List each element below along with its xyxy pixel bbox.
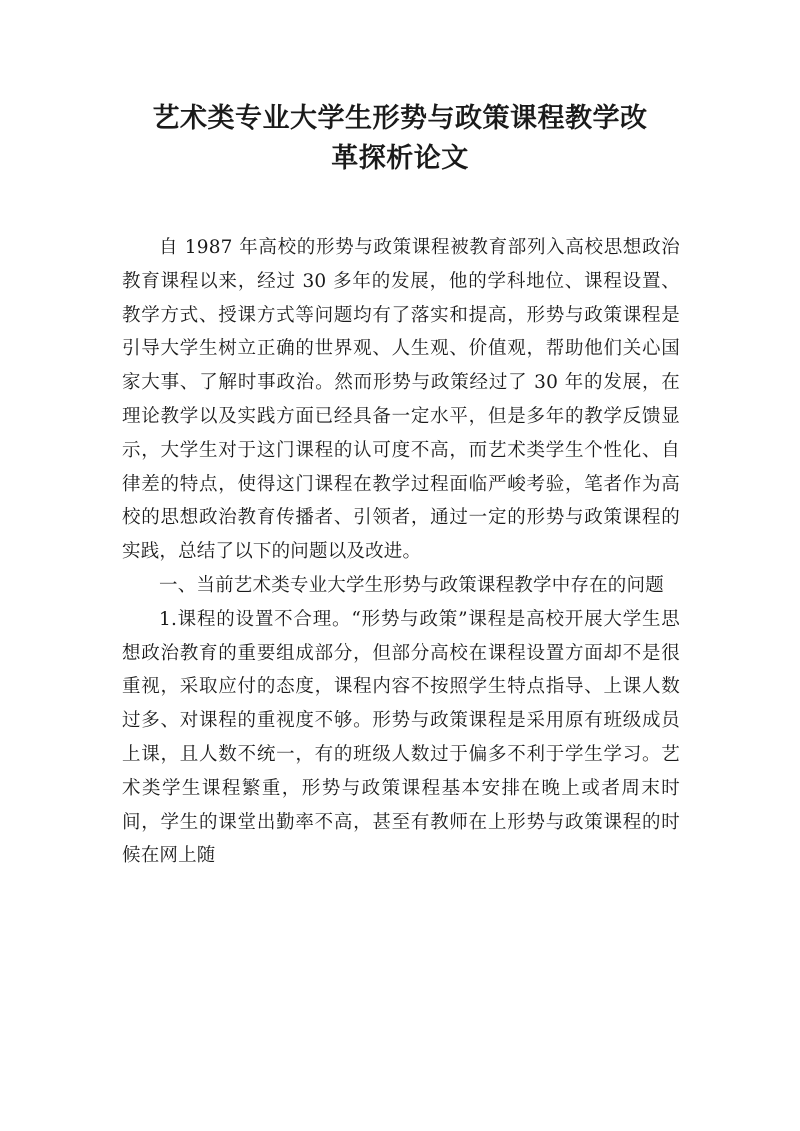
document-body [122, 231, 680, 873]
paragraph-intro: 自 1987 年高校的形势与政策课程被教育部列入高校思想政治教育课程以来，经过 30 多年的发展，他的学科地位、课程设置、教学方式、授课方式等问题均有了落实和提高，形势与政策课程是引导大学生树立正确的世界观、人生观、价值观，帮助他们关心国家大事、了解时事政治。然而形势与政策经过了 30 年的发展，在理论教学以及实践方面已经具备一定水平，但是多年的教学反馈显示，大学生对于这门课程的认可度不高，而艺术类学生个性化、自律差的特点，使得这门课程在教学过程面临严峻考验，笔者作为高校的思想政治教育传播者、引领者，通过一定的形势与政策课程的实践，总结了以下的问题以及改进。 [122, 237, 680, 563]
document-title-line-2: 革探析论文 [331, 143, 469, 174]
section-heading: 一、当前艺术类专业大学生形势与政策课程教学中存在的问题 [159, 574, 664, 596]
paragraph-point-1: 1.课程的设置不合理。“形势与政策”课程是高校开展大学生思想政治教育的重要组成部分，但部分高校在课程设置方面却不是很重视，采取应付的态度，课程内容不按照学生特点指导、上课人数过多、对课程的重视度不够。形势与政策课程是采用原有班级成员上课，且人数不统一，有的班级人数过于偏多不利于学生学习。艺术类学生课程繁重，形势与政策课程基本安排在晚上或者周末时间，学生的课堂出勤率不高，甚至有教师在上形势与政策课程的时候在网上随 [122, 608, 680, 867]
document-title-line-1: 艺术类专业大学生形势与政策课程教学改 [152, 103, 648, 134]
